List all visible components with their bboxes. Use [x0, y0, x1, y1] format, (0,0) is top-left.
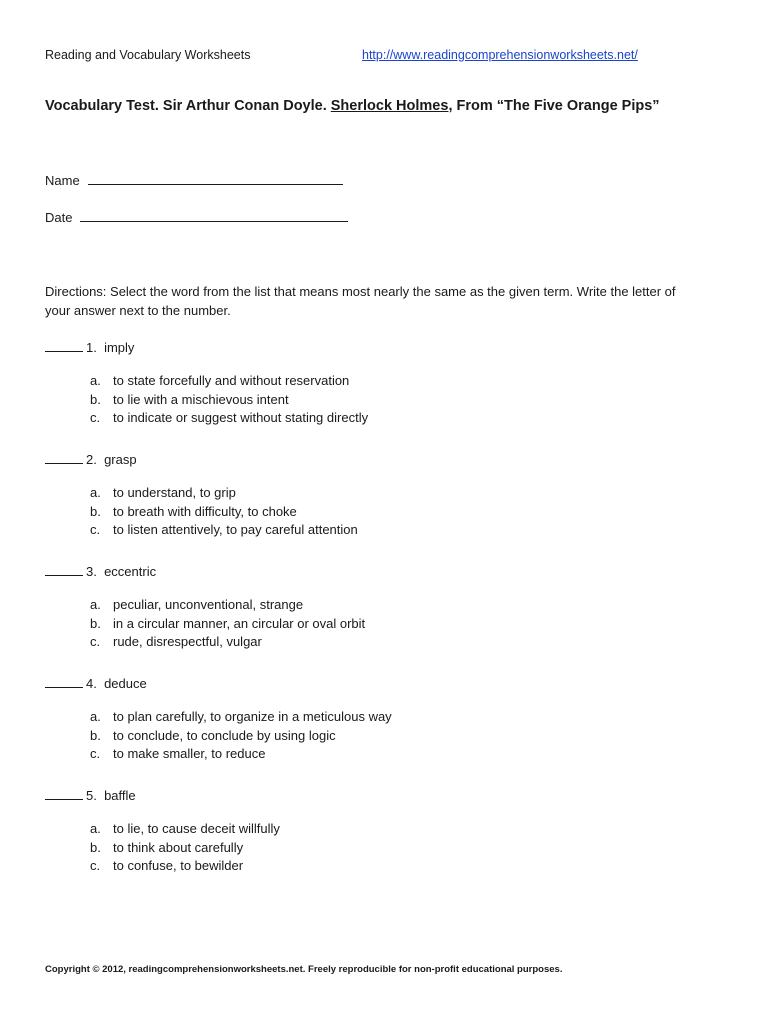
option-item [90, 728, 392, 747]
question-head [45, 675, 392, 691]
title-prefix: Vocabulary Test. Sir Arthur Conan Doyle. [45, 98, 331, 114]
option-item [90, 821, 280, 840]
option-text: to plan carefully, to organize in a meticulous way [113, 709, 392, 724]
title-book-name: Sherlock Holmes [330, 98, 449, 114]
option-letter: a. [90, 709, 101, 724]
option-letter: a. [90, 821, 101, 836]
name-label: Name [45, 173, 80, 188]
option-list [90, 485, 358, 541]
answer-blank[interactable] [45, 339, 83, 352]
title-suffix: , From “The Five Orange Pips” [448, 98, 660, 114]
option-list [90, 821, 280, 877]
question-number: 5. [86, 788, 105, 803]
answer-blank[interactable] [45, 787, 83, 800]
option-letter: a. [90, 485, 101, 500]
option-list [90, 597, 365, 653]
option-text: to lie, to cause deceit willfully [113, 821, 280, 836]
option-letter: b. [90, 615, 101, 631]
option-text: rude, disrespectful, vulgar [113, 634, 262, 649]
question-head [45, 563, 365, 579]
option-text: to state forcefully and without reservation [113, 373, 350, 388]
copyright-footer: Copyright © 2012, readingcomprehensionworksheets.net. Freely reproducible for non-profit educational purposes. [45, 964, 563, 975]
header-site-name: Reading and Vocabulary Worksheets [45, 48, 251, 62]
question-4 [45, 675, 392, 765]
option-text: to understand, to grip [113, 485, 236, 500]
question-5 [45, 787, 280, 877]
answer-blank[interactable] [45, 563, 83, 576]
directions-text: Directions: Select the word from the list that means most nearly the same as the given term. Write the letter of your answer next to the number. [45, 284, 676, 318]
option-item [90, 858, 280, 877]
question-number: 1. [86, 340, 105, 355]
option-item [90, 709, 392, 728]
question-2 [45, 451, 358, 541]
question-number: 4. [86, 676, 105, 691]
option-item [90, 522, 358, 541]
question-head [45, 787, 280, 803]
option-item [90, 840, 280, 859]
option-text: to breath with difficulty, to choke [113, 503, 297, 519]
option-item [90, 485, 358, 504]
option-text: to confuse, to bewilder [113, 858, 244, 873]
worksheet-title [45, 98, 660, 114]
question-term: grasp [104, 452, 137, 467]
option-letter: b. [90, 727, 101, 743]
answer-blank[interactable] [45, 451, 83, 464]
date-field [45, 209, 348, 225]
option-letter: c. [90, 410, 101, 425]
option-text: to conclude, to conclude by using logic [113, 727, 336, 743]
option-item [90, 616, 365, 635]
option-list [90, 373, 368, 429]
option-item [90, 504, 358, 523]
option-letter: b. [90, 839, 101, 855]
option-item [90, 410, 368, 429]
option-letter: c. [90, 858, 101, 873]
option-letter: c. [90, 746, 101, 761]
option-letter: c. [90, 522, 101, 537]
question-term: deduce [104, 676, 147, 691]
option-item [90, 746, 392, 765]
header-website-link[interactable]: http://www.readingcomprehensionworksheets.net/ [362, 48, 638, 62]
option-text: to listen attentively, to pay careful attention [113, 522, 358, 537]
option-text: to lie with a mischievous intent [113, 391, 289, 407]
question-1 [45, 339, 368, 429]
option-text: in a circular manner, an circular or oval orbit [113, 615, 366, 631]
date-label: Date [45, 210, 73, 225]
option-text: to make smaller, to reduce [113, 746, 266, 761]
question-term: baffle [104, 788, 136, 803]
question-head [45, 451, 358, 467]
question-head [45, 339, 368, 355]
option-text: peculiar, unconventional, strange [113, 597, 304, 612]
question-term: imply [104, 340, 135, 355]
option-list [90, 709, 392, 765]
option-letter: a. [90, 373, 101, 388]
option-item [90, 392, 368, 411]
option-letter: b. [90, 503, 101, 519]
name-field [45, 172, 343, 188]
date-blank-line[interactable] [80, 209, 348, 222]
answer-blank[interactable] [45, 675, 83, 688]
question-term: eccentric [104, 564, 157, 579]
option-item [90, 597, 365, 616]
option-item [90, 373, 368, 392]
question-number: 3. [86, 564, 105, 579]
question-3 [45, 563, 365, 653]
option-letter: c. [90, 634, 101, 649]
option-text: to indicate or suggest without stating directly [113, 410, 369, 425]
option-letter: a. [90, 597, 101, 612]
name-blank-line[interactable] [88, 172, 343, 185]
question-number: 2. [86, 452, 105, 467]
option-letter: b. [90, 391, 101, 407]
option-item [90, 634, 365, 653]
option-text: to think about carefully [113, 839, 244, 855]
